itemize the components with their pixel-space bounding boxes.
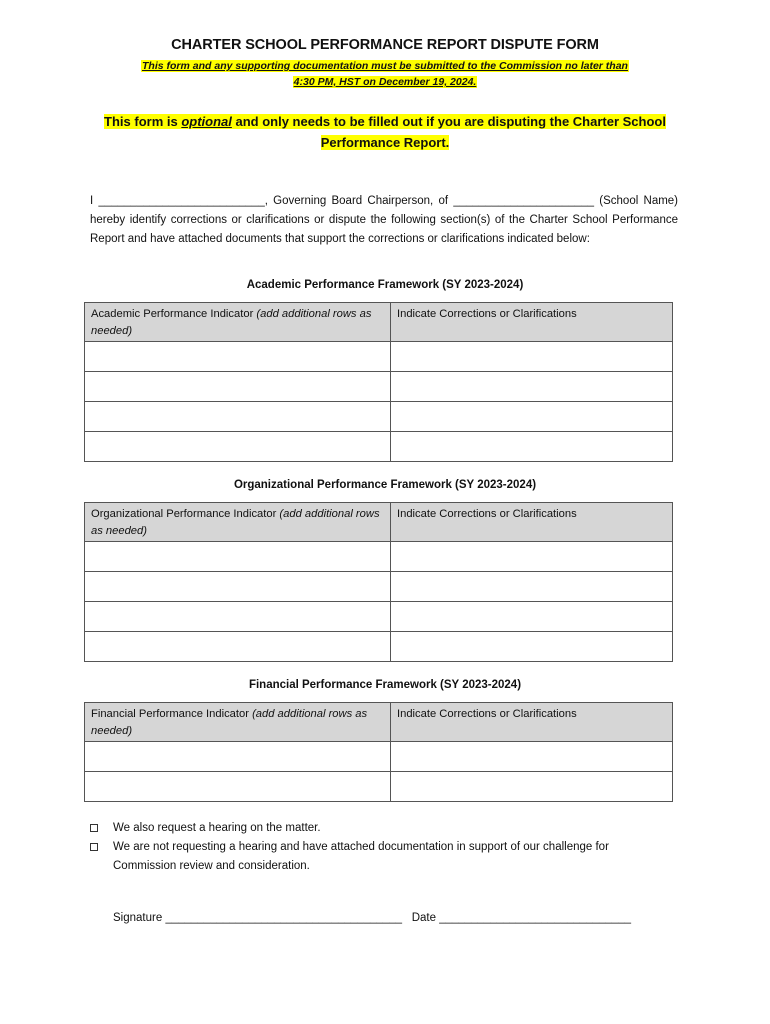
organizational-indicator-header: Organizational Performance Indicator (add additional rows as needed) — [85, 503, 391, 542]
table-cell[interactable] — [391, 772, 673, 802]
table-row — [85, 602, 673, 632]
table-cell[interactable] — [85, 542, 391, 572]
table-cell[interactable] — [391, 742, 673, 772]
academic-section-title: Academic Performance Framework (SY 2023-2024) — [246, 279, 524, 291]
table-row — [85, 432, 673, 462]
academic-indicator-header: Academic Performance Indicator (add additional rows as needed) — [85, 303, 391, 342]
date-label: Date — [411, 912, 436, 924]
signature-field[interactable]: _____________________________________ — [165, 912, 403, 924]
deadline-notice — [120, 58, 650, 90]
table-row — [85, 542, 673, 572]
table-cell[interactable] — [85, 402, 391, 432]
table-cell[interactable] — [391, 602, 673, 632]
table-cell[interactable] — [85, 342, 391, 372]
table-header-row — [85, 303, 673, 342]
table-row — [85, 572, 673, 602]
academic-corrections-header: Indicate Corrections or Clarifications — [391, 303, 673, 342]
financial-indicator-header: Financial Performance Indicator (add additional rows as needed) — [85, 703, 391, 742]
financial-section-title: Financial Performance Framework (SY 2023-2024) — [248, 679, 522, 691]
table-cell[interactable] — [391, 432, 673, 462]
table-cell[interactable] — [391, 542, 673, 572]
signature-label: Signature — [113, 912, 163, 924]
table-header-row — [85, 503, 673, 542]
academic-table — [84, 302, 673, 462]
table-cell[interactable] — [85, 742, 391, 772]
organizational-corrections-header: Indicate Corrections or Clarifications — [391, 503, 673, 542]
intro-mid: , Governing Board Chairperson, of — [264, 195, 449, 207]
intro-rest: (School Name) hereby identify corrections or clarifications or dispute the following section(s) of the Charter School Performance Report and have attached documents that support the corrections or clarifications indicated below: — [90, 195, 679, 245]
table-row — [85, 632, 673, 662]
hearing-request-label: We also request a hearing on the matter. — [113, 822, 321, 834]
intro-i: I — [90, 195, 94, 207]
table-row — [85, 402, 673, 432]
form-title: CHARTER SCHOOL PERFORMANCE REPORT DISPUTE FORM — [171, 37, 599, 53]
optional-notice-pre: This form is — [104, 114, 182, 129]
table-header-row — [85, 703, 673, 742]
table-cell[interactable] — [85, 632, 391, 662]
optional-notice — [90, 111, 680, 153]
table-cell[interactable] — [85, 772, 391, 802]
table-cell[interactable] — [391, 632, 673, 662]
hearing-request-checkbox[interactable] — [90, 824, 98, 832]
deadline-line-2: 4:30 PM, HST on December 19, 2024. — [293, 76, 477, 88]
table-row — [85, 372, 673, 402]
chairperson-name-field[interactable]: __________________________ — [98, 195, 265, 207]
school-name-field[interactable]: ______________________ — [453, 195, 595, 207]
organizational-section-title: Organizational Performance Framework (SY 2023-2024) — [233, 479, 537, 491]
table-cell[interactable] — [85, 372, 391, 402]
signature-line — [113, 912, 631, 924]
table-row — [85, 772, 673, 802]
no-hearing-checkbox[interactable] — [90, 843, 98, 851]
table-row — [85, 742, 673, 772]
table-cell[interactable] — [391, 402, 673, 432]
table-cell[interactable] — [391, 372, 673, 402]
table-cell[interactable] — [85, 432, 391, 462]
organizational-table — [84, 502, 673, 662]
deadline-line-1: This form and any supporting documentation must be submitted to the Commission no later than — [142, 60, 628, 72]
optional-notice-post-2: Performance Report. — [320, 135, 450, 150]
intro-paragraph — [90, 192, 678, 249]
financial-table — [84, 702, 673, 802]
date-field[interactable]: ______________________________ — [439, 912, 632, 924]
table-cell[interactable] — [391, 572, 673, 602]
financial-corrections-header: Indicate Corrections or Clarifications — [391, 703, 673, 742]
table-cell[interactable] — [391, 342, 673, 372]
optional-notice-post-1: and only needs to be filled out if you are disputing the Charter School — [231, 114, 666, 129]
no-hearing-label: We are not requesting a hearing and have attached documentation in support of our challenge for Commission review and consideration. — [113, 841, 609, 872]
table-cell[interactable] — [85, 602, 391, 632]
table-row — [85, 342, 673, 372]
optional-word: optional — [181, 114, 232, 129]
table-cell[interactable] — [85, 572, 391, 602]
